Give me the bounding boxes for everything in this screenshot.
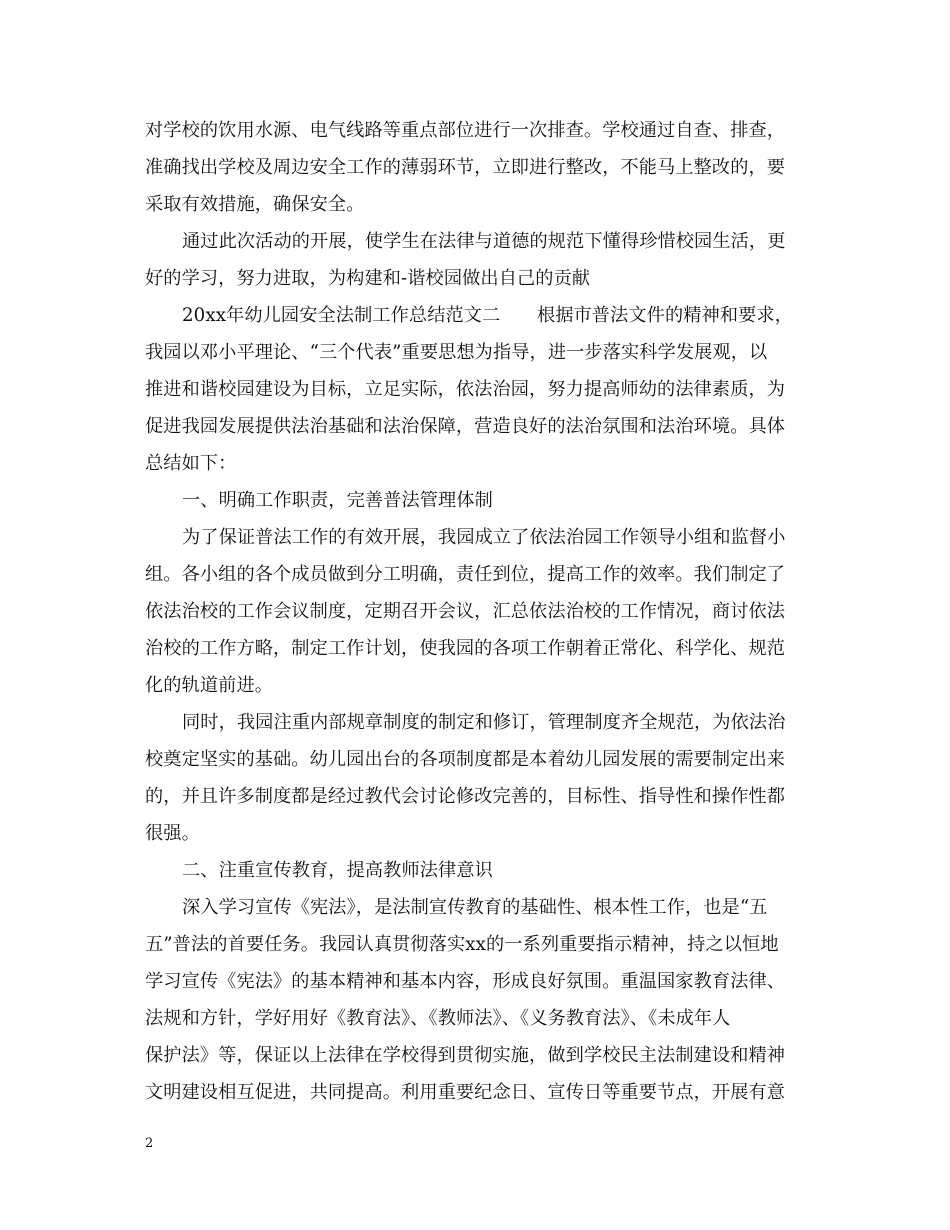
- section-heading-1: 一、明确工作职责，完善普法管理体制: [182, 490, 493, 511]
- text-line-24: 学习宣传《宪法》的基本精神和基本内容，形成良好氛围。重温国家教育法律、: [145, 971, 786, 992]
- document-body: [145, 112, 805, 1111]
- text-line-9: 促进我园发展提供法治基础和法治保障，营造良好的法治氛围和法治环境。具体: [145, 416, 786, 437]
- page-number: 2: [145, 1136, 154, 1151]
- text-line-27: 文明建设相互促进，共同提高。利用重要纪念日、宣传日等重要节点，开展有意: [145, 1082, 786, 1103]
- text-line-5: 好的学习，努力进取，为构建和-谐校园做出自己的贡献: [145, 268, 591, 289]
- text-line-6: 20xx年幼儿园安全法制工作总结范文二 根据市普法文件的精神和要求，: [182, 305, 793, 326]
- text-line-17: 同时，我园注重内部规章制度的制定和修订，管理制度齐全规范，为依法治: [182, 712, 786, 733]
- text-line-2: 准确找出学校及周边安全工作的薄弱环节，立即进行整改，不能马上整改的，要: [145, 157, 786, 178]
- text-line-22: 深入学习宣传《宪法》，是法制宣传教育的基础性、根本性工作，也是“五: [182, 897, 768, 918]
- text-line-23: 五”普法的首要任务。我园认真贯彻落实xx的一系列重要指示精神，持之以恒地: [145, 934, 779, 955]
- text-line-8: 推进和谐校园建设为目标，立足实际，依法治园，努力提高师幼的法律素质，为: [145, 379, 786, 400]
- text-line-1: 对学校的饮用水源、电气线路等重点部位进行一次排查。学校通过自查、排查，: [145, 120, 786, 141]
- text-line-16: 化的轨道前进。: [145, 675, 274, 696]
- text-line-14: 依法治校的工作会议制度，定期召开会议，汇总依法治校的工作情况，商讨依法: [145, 601, 786, 622]
- text-line-3: 采取有效措施，确保安全。: [145, 194, 365, 215]
- text-line-7: 我园以邓小平理论、“三个代表”重要思想为指导，进一步落实科学发展观，以: [145, 342, 768, 363]
- text-line-20: 很强。: [145, 823, 200, 844]
- text-line-26: 保护法》等，保证以上法律在学校得到贯彻实施，做到学校民主法制建设和精神: [145, 1045, 786, 1066]
- text-line-13: 组。各小组的各个成员做到分工明确，责任到位，提高工作的效率。我们制定了: [145, 564, 786, 585]
- text-line-10: 总结如下：: [145, 453, 237, 474]
- text-line-15: 治校的工作方略，制定工作计划，使我园的各项工作朝着正常化、科学化、规范: [145, 638, 786, 659]
- text-line-12: 为了保证普法工作的有效开展，我园成立了依法治园工作领导小组和监督小: [182, 527, 786, 548]
- text-line-19: 的，并且许多制度都是经过教代会讨论修改完善的，目标性、指导性和操作性都: [145, 786, 786, 807]
- text-line-18: 校奠定坚实的基础。幼儿园出台的各项制度都是本着幼儿园发展的需要制定出来: [145, 749, 786, 770]
- text-line-4: 通过此次活动的开展，使学生在法律与道德的规范下懂得珍惜校园生活，更: [182, 231, 786, 252]
- section-heading-2: 二、注重宣传教育，提高教师法律意识: [182, 860, 493, 881]
- text-line-25: 法规和方针，学好用好《教育法》、《教师法》、《义务教育法》、《未成年人: [145, 1008, 731, 1029]
